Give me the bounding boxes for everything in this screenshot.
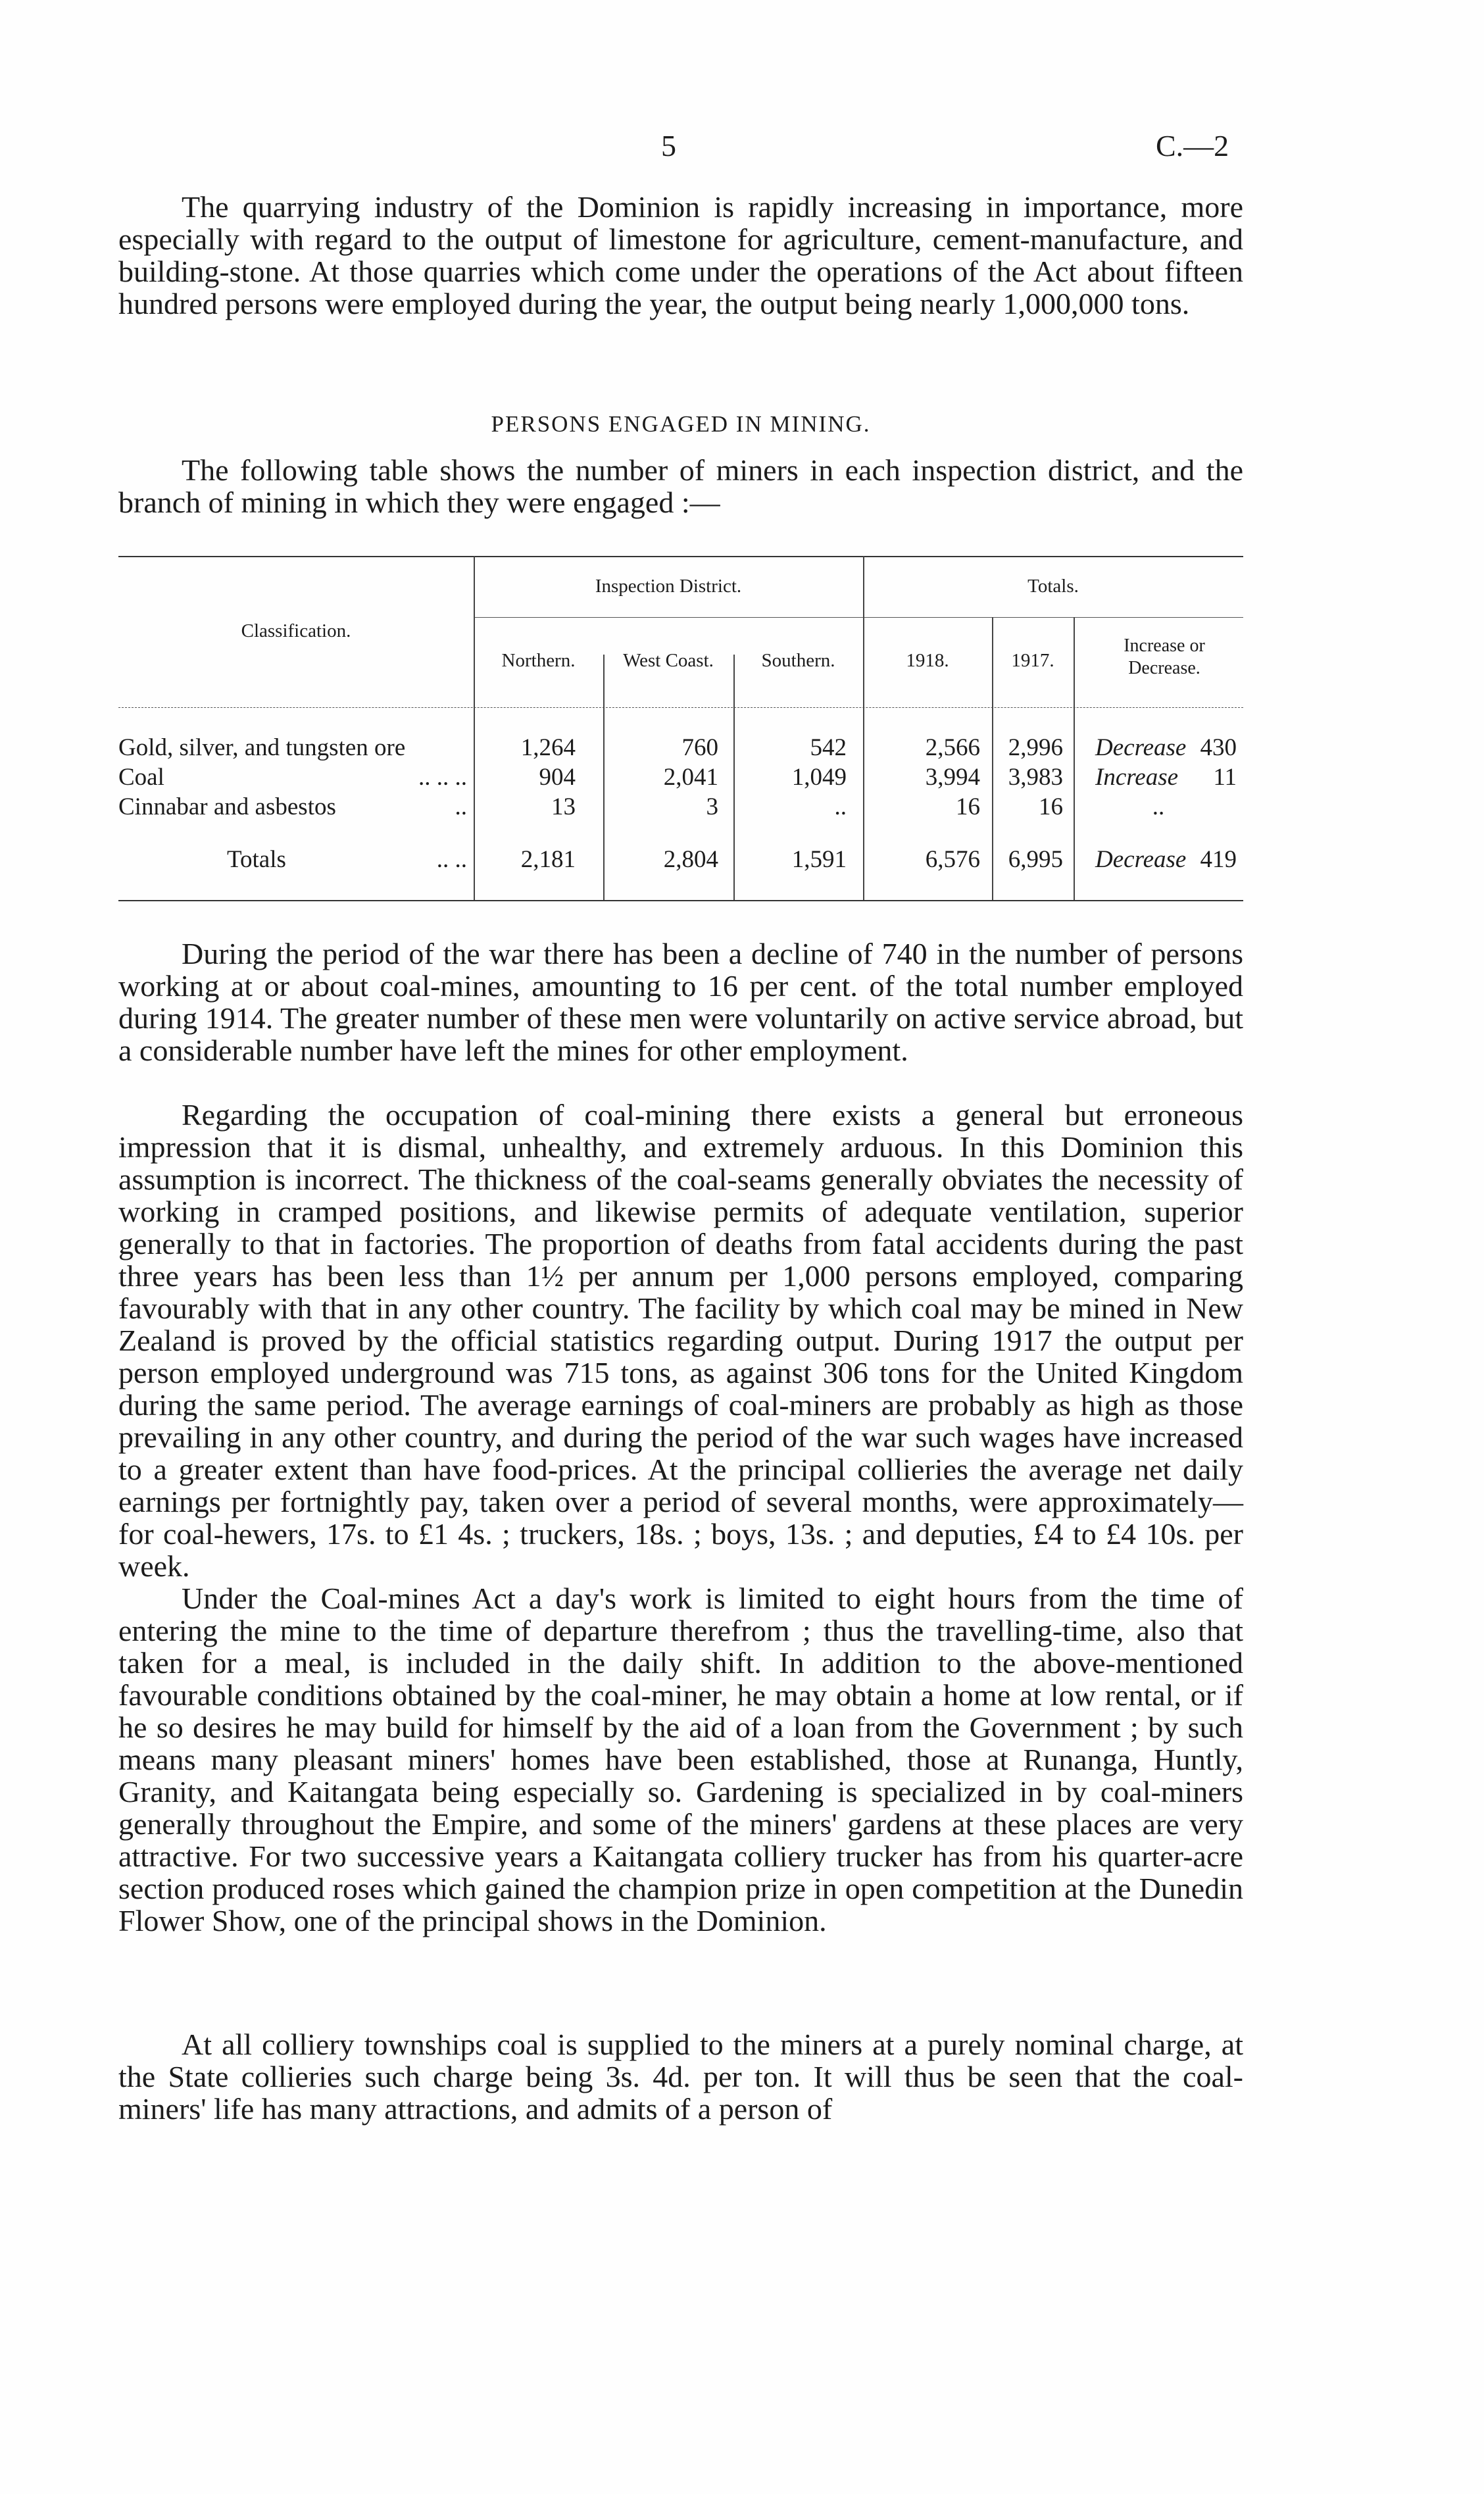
paragraph-coal-mines-act: Under the Coal-mines Act a day's work is limited to eight hours from the time of entering the mine to the time of departure therefrom ; thus the travelling-time, also that taken for a meal, is included in the daily shift. In addition to the above-mentioned favourable conditions obtained by the coal-miner, he may obtain a home at low rental, or if he so desires he may build for himself by the aid of a loan from the Government ; by such means many pleasant miners' homes have been established, those at Runanga, Huntly, Granity, and Kaitangata being especially so. Gardening is specialized in by coal-miners generally throughout the Empire, and some of the miners' gardens at these places are very attractive. For two successive years a Kaitangata colliery trucker has from his quarter-acre section produced roses which gained the champion prize in open competition at the Dunedin Flower Show, one of the principal shows in the Dominion. [118, 1582, 1243, 1937]
cell-change-word: .. [1152, 793, 1165, 820]
page-number: 5 [661, 129, 676, 162]
cell-northern: 1,264 [520, 734, 576, 761]
paragraph-table-intro: The following table shows the number of miners in each inspection district, and the branch of mining in which they were engaged :— [118, 453, 1243, 519]
section-heading: PERSONS ENGAGED IN MINING. [491, 411, 871, 437]
table-top-rule [118, 556, 1243, 557]
paragraph-coal-mining: Regarding the occupation of coal-mining there exists a general but erroneous impression that it is dismal, unhealthy, and extremely arduous. In this Dominion this assumption is incorrect. The thickness of the coal-seams generally obviates the necessity of working in cramped positions, and likewise permits of adequate ventilation, superior generally to that in factories. The proportion of deaths from fatal accidents during the past three years has been less than 1½ per annum per 1,000 persons employed, comparing favourably with that in any other country. The facility by which coal may be mined in New Zealand is proved by the official statistics regarding output. During 1917 the output per person employed underground was 715 tons, as against 306 tons for the United Kingdom during the same period. The average earnings of coal-miners are probably as high as those prevailing in any other country, and during the period of the war such wages have increased to a greater extent than have food-prices. At the principal collieries the average net daily earnings per fortnightly pay, taken over a period of several months, were approximately—for coal-hewers, 17s. to £1 4s. ; truckers, 18s. ; boys, 13s. ; and deputies, £4 to £4 10s. per week. [118, 1098, 1243, 1583]
header-1917: 1917. [1011, 650, 1054, 671]
header-classification: Classification. [241, 620, 351, 641]
cell-southern: 1,049 [791, 764, 847, 791]
totals-change-number: 419 [1200, 846, 1237, 873]
cell-change-word: Decrease [1095, 734, 1187, 761]
cell-change-word: Increase [1095, 764, 1179, 791]
row-leader: .. .. .. [418, 764, 467, 791]
totals-1918: 6,576 [925, 846, 980, 873]
cell-west-coast: 3 [706, 793, 718, 820]
totals-southern: 1,591 [791, 846, 847, 873]
header-totals: Totals. [1027, 576, 1079, 597]
header-west-coast: West Coast. [623, 650, 714, 671]
cell-1917: 2,996 [1008, 734, 1063, 761]
cell-1918: 2,566 [925, 734, 980, 761]
totals-leader: .. .. [436, 846, 467, 873]
row-label: Gold, silver, and tungsten ore [118, 734, 406, 761]
cell-change-number: 430 [1200, 734, 1237, 761]
totals-northern: 2,181 [520, 846, 576, 873]
miners-table [118, 546, 1243, 911]
row-leader: .. [455, 793, 467, 820]
header-increase-decrease: Increase or Decrease. [1124, 636, 1205, 678]
header-1918: 1918. [906, 650, 949, 671]
cell-northern: 13 [551, 793, 576, 820]
cell-west-coast: 760 [681, 734, 718, 761]
header-northern: Northern. [501, 650, 576, 671]
cell-1918: 16 [956, 793, 980, 820]
table-group-rule [474, 617, 1243, 618]
totals-1917: 6,995 [1008, 846, 1063, 873]
paragraph-war-decline: During the period of the war there has been a decline of 740 in the number of persons working at or about coal-mines, amounting to 16 per cent. of the total number employed during 1914. The greater number of these men were voluntarily on active service abroad, but a considerable number have left the mines for other employment. [118, 937, 1243, 1067]
cell-change-number: 11 [1213, 764, 1237, 791]
table-bottom-rule [118, 900, 1243, 901]
cell-northern: 904 [539, 764, 576, 791]
cell-southern: .. [834, 793, 847, 820]
header-inspection-district: Inspection District. [595, 576, 742, 597]
cell-1917: 3,983 [1008, 764, 1063, 791]
cell-west-coast: 2,041 [663, 764, 718, 791]
cell-1917: 16 [1039, 793, 1063, 820]
cell-southern: 542 [810, 734, 847, 761]
header-southern: Southern. [761, 650, 835, 671]
totals-label: Totals [227, 846, 286, 873]
totals-west-coast: 2,804 [663, 846, 718, 873]
cell-1918: 3,994 [925, 764, 980, 791]
row-label: Coal [118, 764, 164, 791]
paragraph-quarrying: The quarrying industry of the Dominion is rapidly increasing in importance, more especially with regard to the output of limestone for agriculture, cement-manufacture, and building-stone. At those quarries which come under the operations of the Act about fifteen hundred persons were employed during the year, the output being nearly 1,000,000 tons. [118, 190, 1243, 320]
paragraph-townships: At all colliery townships coal is supplied to the miners at a purely nominal charge, at the State collieries such charge being 3s. 4d. per ton. It will thus be seen that the coal-miners' life has many attractions, and admits of a person of [118, 2028, 1243, 2126]
row-label: Cinnabar and asbestos [118, 793, 336, 820]
totals-change-word: Decrease [1095, 846, 1187, 873]
document-reference: C.—2 [1156, 129, 1229, 162]
